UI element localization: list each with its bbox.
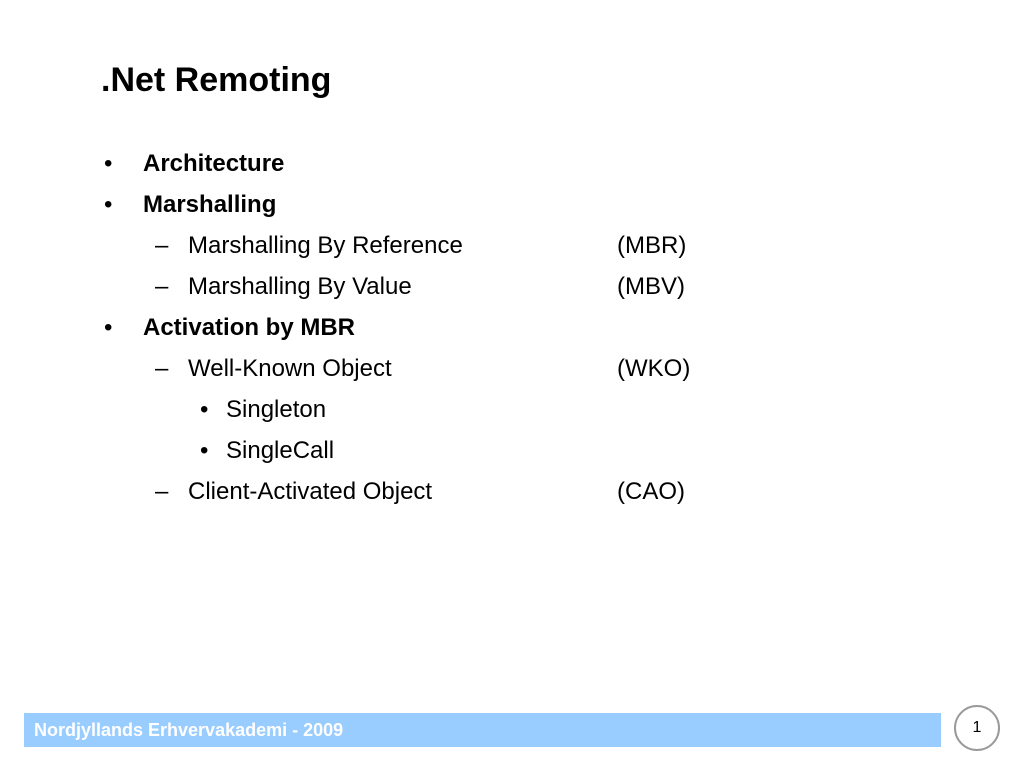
- bullet-marker: •: [104, 150, 113, 177]
- slide-title: .Net Remoting: [101, 61, 332, 99]
- footer-text: Nordjyllands Erhvervakademi - 2009: [34, 720, 344, 740]
- dash-marker: –: [155, 355, 169, 382]
- sub-sub-item-text: SingleCall: [226, 437, 335, 464]
- sub-item-text: Well-Known Object: [188, 355, 392, 382]
- sub-item-text: Marshalling By Value: [188, 273, 412, 300]
- sub-sub-item-text: Singleton: [226, 396, 327, 423]
- dash-marker: –: [155, 273, 169, 300]
- sub-item-marshalling-by-value: [0, 270, 1024, 304]
- bullet-marker: •: [200, 396, 209, 423]
- sub-item-client-activated-object: [0, 475, 1024, 509]
- sub-item-text: Marshalling By Reference: [188, 232, 463, 259]
- bullet-text: Architecture: [143, 150, 285, 177]
- bullet-marker: •: [104, 191, 113, 218]
- sub-item-abbreviation: (MBV): [617, 273, 685, 300]
- bullet-text: Marshalling: [143, 191, 277, 218]
- sub-item-abbreviation: (WKO): [617, 355, 691, 382]
- bullet-marker: •: [200, 437, 209, 464]
- sub-item-well-known-object: [0, 352, 1024, 386]
- sub-item-abbreviation: (MBR): [617, 232, 687, 259]
- dash-marker: –: [155, 232, 169, 259]
- sub-item-marshalling-by-reference: [0, 229, 1024, 263]
- sub-item-abbreviation: (CAO): [617, 478, 685, 505]
- dash-marker: –: [155, 478, 169, 505]
- page-number-badge: 1: [954, 705, 1000, 751]
- bullet-marker: •: [104, 314, 113, 341]
- sub-item-text: Client-Activated Object: [188, 478, 433, 505]
- bullet-text: Activation by MBR: [143, 314, 356, 341]
- footer-bar: [24, 713, 941, 747]
